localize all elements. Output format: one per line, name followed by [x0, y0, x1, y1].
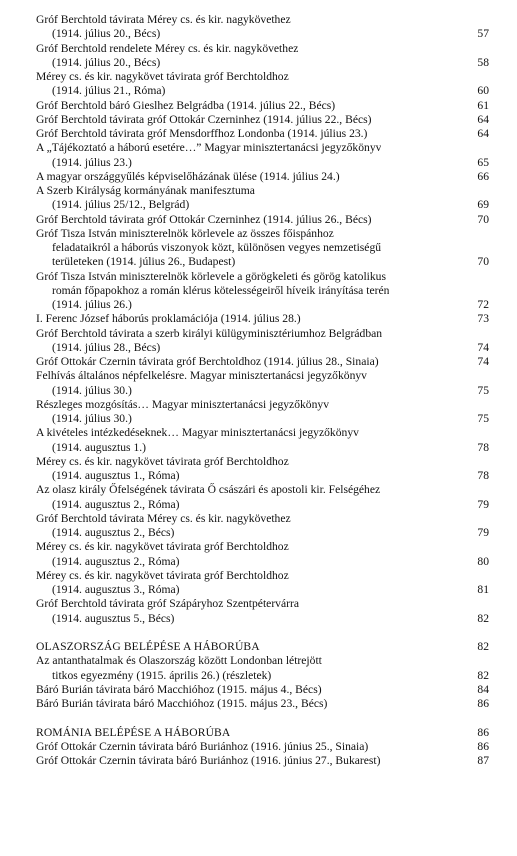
- toc-entry: [36, 213, 489, 227]
- toc-entry: [36, 412, 489, 426]
- entry-text: (1914. július 21., Róma): [52, 84, 166, 98]
- page-number: 79: [477, 497, 489, 511]
- entry-text: Gróf Berchtold távirata Mérey cs. és kir. nagykövethez: [36, 511, 291, 525]
- entry-text: I. Ferenc József háborús proklamációja (1914. július 28.): [36, 312, 301, 326]
- page-number: [483, 241, 489, 255]
- toc-entry: [36, 754, 489, 768]
- toc-entry: [36, 740, 489, 754]
- page-number: 70: [477, 212, 489, 226]
- entry-text: Mérey cs. és kir. nagykövet távirata gróf Berchtoldhoz: [36, 454, 289, 468]
- page-number: 78: [477, 440, 489, 454]
- entry-text: Báró Burián távirata báró Macchióhoz (1915. május 4., Bécs): [36, 682, 322, 696]
- entry-text: (1914. augusztus 2., Róma): [52, 554, 180, 568]
- entry-text: Gróf Berchtold távirata gróf Mensdorffhoz Londonba (1914. július 23.): [36, 127, 368, 140]
- toc-entry: [36, 99, 489, 113]
- toc-entry: [36, 241, 489, 255]
- page-number: 82: [477, 640, 489, 653]
- entry-text: Gróf Ottokár Czernin távirata gróf Berchtoldhoz (1914. július 28., Sinaia): [36, 355, 379, 368]
- toc-entry: [36, 113, 489, 127]
- page-number: [483, 569, 489, 583]
- toc-entry: [36, 27, 489, 41]
- page-number: [483, 284, 489, 298]
- entry-text: A „Tájékoztató a háború esetére…” Magyar minisztertanácsi jegyzőkönyv: [36, 141, 382, 155]
- page-number: 82: [477, 668, 489, 682]
- page-number: [483, 369, 489, 383]
- entry-text: területeken (1914. július 26., Budapest): [52, 255, 236, 269]
- entry-text: Gróf Tisza István miniszterelnök körlevele a görögkeleti és görög katolikus: [36, 269, 386, 283]
- entry-text: (1914. július 26.): [52, 298, 132, 311]
- toc-entry: [36, 84, 489, 98]
- entry-text: (1914. augusztus 3., Róma): [52, 583, 180, 596]
- entry-text: Gróf Berchtold távirata gróf Ottokár Czerninhez (1914. július 26., Bécs): [36, 212, 372, 226]
- entry-text: A kivételes intézkedéseknek… Magyar minisztertanácsi jegyzőkönyv: [36, 426, 359, 440]
- toc-entry: [36, 512, 489, 526]
- entry-text: (1914. augusztus 1.): [52, 440, 147, 454]
- page-number: 65: [477, 155, 489, 169]
- page-number: [483, 512, 489, 526]
- entry-text: Gróf Berchtold rendelete Mérey cs. és kir. nagykövethez: [36, 41, 299, 55]
- toc-entry: [36, 198, 489, 212]
- toc-entry: [36, 384, 489, 398]
- entry-text: (1914. augusztus 5., Bécs): [52, 611, 175, 625]
- page-number: 82: [477, 611, 489, 625]
- toc-entry: [36, 42, 489, 56]
- page-number: 57: [477, 27, 489, 41]
- toc-entry: [36, 156, 489, 170]
- page-number: [483, 426, 489, 440]
- toc-entry: [36, 469, 489, 483]
- page-number: 74: [477, 340, 489, 354]
- page-number: 64: [477, 127, 489, 140]
- toc-entry: [36, 398, 489, 412]
- page-number: 75: [477, 412, 489, 425]
- section-spacer: [36, 626, 489, 640]
- page-number: [483, 597, 489, 611]
- entry-text: Az olasz király Őfelségének távirata Ő császári és apostoli kir. Felségéhez: [36, 483, 381, 497]
- page-number: [483, 654, 489, 668]
- entry-text: (1914. július 20., Bécs): [52, 27, 161, 41]
- toc-entry: [36, 298, 489, 312]
- entry-text: (1914. július 25/12., Belgrád): [52, 198, 190, 212]
- toc-entry: [36, 70, 489, 84]
- page-number: 66: [477, 169, 489, 183]
- toc-entry: [36, 597, 489, 611]
- toc-entry: [36, 170, 489, 184]
- entry-text: titkos egyezmény (1915. április 26.) (részletek): [52, 668, 272, 682]
- entry-text: (1914. július 20., Bécs): [52, 55, 161, 69]
- toc-entry: [36, 569, 489, 583]
- page-number: [483, 227, 489, 241]
- entry-text: Gróf Berchtold távirata a szerb királyi külügyminisztériumhoz Belgrádban: [36, 326, 383, 340]
- page-number: 78: [477, 469, 489, 482]
- page-number: 80: [477, 554, 489, 568]
- page-number: [483, 398, 489, 412]
- entry-text: feladataikról a háborús viszonyok közt, különösen vegyes nemzetiségű: [52, 241, 382, 254]
- toc-entry: [36, 526, 489, 540]
- toc-entry: [36, 255, 489, 269]
- entry-text: Felhívás általános népfelkelésre. Magyar minisztertanácsi jegyzőkönyv: [36, 369, 367, 383]
- section-heading: [36, 640, 489, 654]
- toc-entry: [36, 426, 489, 440]
- entry-text: Az antanthatalmak és Olaszország között Londonban létrejött: [36, 654, 322, 668]
- entry-text: Gróf Ottokár Czernin távirata báró Buriánhoz (1916. június 25., Sinaia): [36, 739, 369, 753]
- page-number: 72: [477, 298, 489, 311]
- page-number: 64: [477, 112, 489, 126]
- toc-entry: [36, 555, 489, 569]
- toc-entry: [36, 355, 489, 369]
- page-number: [483, 327, 489, 341]
- entry-text: (1914. július 30.): [52, 383, 132, 397]
- toc-entry: [36, 654, 489, 668]
- toc-entry: [36, 612, 489, 626]
- toc-entry: [36, 184, 489, 198]
- page-number: 58: [477, 55, 489, 69]
- toc-entry: [36, 697, 489, 711]
- entry-text: Gróf Berchtold báró Gieslhez Belgrádba (1914. július 22., Bécs): [36, 98, 336, 112]
- entry-text: Báró Burián távirata báró Macchióhoz (1915. május 23., Bécs): [36, 697, 328, 710]
- page-number: [483, 270, 489, 284]
- entry-text: (1914. augusztus 1., Róma): [52, 469, 180, 482]
- page-number: [483, 455, 489, 469]
- page-number: 84: [477, 682, 489, 696]
- page-number: [483, 540, 489, 554]
- page-number: 87: [477, 754, 489, 767]
- section-heading: [36, 726, 489, 740]
- page-number: 74: [477, 355, 489, 368]
- page-number: 86: [477, 739, 489, 753]
- entry-text: (1914. július 28., Bécs): [52, 340, 161, 354]
- entry-text: román főpapokhoz a román klérus kötelességeiről híveik irányítása terén: [52, 283, 390, 297]
- toc-entry: [36, 369, 489, 383]
- toc-entry: [36, 284, 489, 298]
- entry-text: ROMÁNIA BELÉPÉSE A HÁBORÚBA: [36, 725, 231, 739]
- toc-entry: [36, 540, 489, 554]
- toc-entry: [36, 341, 489, 355]
- entry-text: Gróf Berchtold távirata Mérey cs. és kir. nagykövethez: [36, 13, 291, 26]
- page-number: 86: [477, 725, 489, 739]
- page-number: 86: [477, 697, 489, 710]
- toc-entry: [36, 441, 489, 455]
- entry-text: Gróf Berchtold távirata gróf Ottokár Czerninhez (1914. július 22., Bécs): [36, 112, 372, 126]
- page-number: 61: [477, 98, 489, 112]
- page-number: [483, 13, 489, 27]
- toc-entry: [36, 127, 489, 141]
- toc-entry: [36, 270, 489, 284]
- entry-text: Gróf Tisza István miniszterelnök körlevele az összes főispánhoz: [36, 226, 334, 240]
- entry-text: (1914. augusztus 2., Bécs): [52, 526, 175, 539]
- page-number: [483, 141, 489, 155]
- section-spacer: [36, 711, 489, 725]
- table-of-contents: [36, 13, 489, 768]
- toc-entry: [36, 327, 489, 341]
- toc-entry: [36, 455, 489, 469]
- page-number: 60: [477, 84, 489, 98]
- page-number: [483, 70, 489, 84]
- entry-text: (1914. július 30.): [52, 412, 132, 425]
- toc-entry: [36, 683, 489, 697]
- page-number: 75: [477, 383, 489, 397]
- toc-entry: [36, 227, 489, 241]
- page-number: [483, 42, 489, 56]
- toc-entry: [36, 312, 489, 326]
- entry-text: A Szerb Királyság kormányának manifesztuma: [36, 184, 255, 197]
- toc-entry: [36, 669, 489, 683]
- toc-entry: [36, 583, 489, 597]
- page-number: 79: [477, 526, 489, 539]
- toc-entry: [36, 141, 489, 155]
- entry-text: Mérey cs. és kir. nagykövet távirata gróf Berchtoldhoz: [36, 540, 289, 554]
- toc-entry: [36, 56, 489, 70]
- page-number: [483, 184, 489, 198]
- page-number: 69: [477, 198, 489, 212]
- entry-text: (1914. augusztus 2., Róma): [52, 497, 180, 511]
- toc-entry: [36, 13, 489, 27]
- entry-text: Részleges mozgósítás… Magyar minisztertanácsi jegyzőkönyv: [36, 397, 329, 411]
- page-number: 73: [477, 312, 489, 326]
- entry-text: (1914. július 23.): [52, 155, 132, 169]
- toc-entry: [36, 498, 489, 512]
- entry-text: Gróf Ottokár Czernin távirata báró Buriánhoz (1916. június 27., Bukarest): [36, 754, 381, 767]
- page-number: 81: [477, 583, 489, 596]
- page-number: [483, 483, 489, 497]
- toc-entry: [36, 483, 489, 497]
- entry-text: A magyar országgyűlés képviselőházának ülése (1914. július 24.): [36, 169, 340, 183]
- entry-text: Gróf Berchtold távirata gróf Szápáryhoz Szentpétervárra: [36, 597, 299, 611]
- page-number: 70: [477, 255, 489, 269]
- entry-text: Mérey cs. és kir. nagykövet távirata gróf Berchtoldhoz: [36, 568, 289, 582]
- entry-text: OLASZORSZÁG BELÉPÉSE A HÁBORÚBA: [36, 640, 260, 653]
- entry-text: Mérey cs. és kir. nagykövet távirata gróf Berchtoldhoz: [36, 70, 289, 83]
